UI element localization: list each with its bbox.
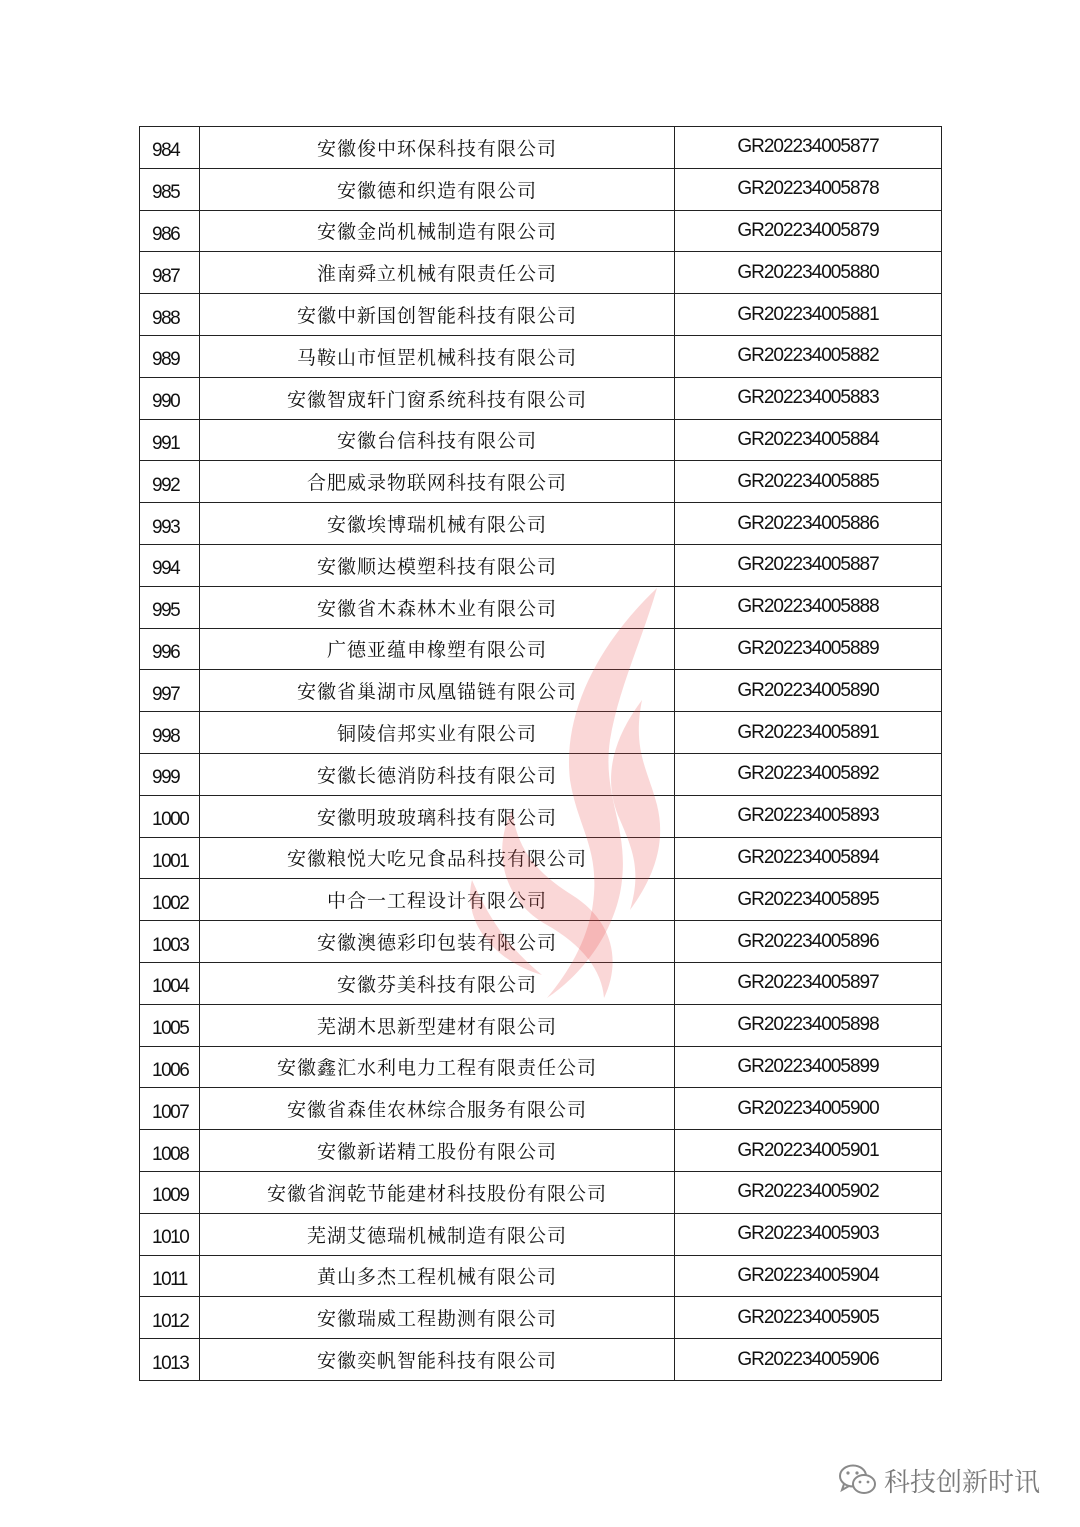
certificate-number-cell: GR202234005882 [675,335,942,377]
company-name-cell: 安徽长德消防科技有限公司 [200,753,675,795]
company-name-cell: 安徽金尚机械制造有限公司 [200,210,675,252]
table-row [140,1004,942,1046]
certificate-number-cell: GR202234005894 [675,837,942,879]
company-name-cell: 中合一工程设计有限公司 [200,879,675,921]
table-row [140,795,942,837]
table-row [140,879,942,921]
company-name-cell: 安徽澳德彩印包装有限公司 [200,921,675,963]
table-row [140,1130,942,1172]
row-number-cell: 1007 [140,1088,200,1130]
row-number-cell: 988 [140,294,200,336]
footer-account-name: 科技创新时讯 [884,1467,1041,1498]
table-row [140,753,942,795]
table-row [140,670,942,712]
certificate-number-cell: GR202234005905 [675,1297,942,1339]
table-row [140,628,942,670]
row-number-cell: 1013 [140,1339,200,1381]
table-row [140,1339,942,1381]
company-name-cell: 芜湖艾德瑞机械制造有限公司 [200,1213,675,1255]
certificate-number-cell: GR202234005890 [675,670,942,712]
company-name-cell: 合肥威录物联网科技有限公司 [200,461,675,503]
table-row [140,586,942,628]
row-number-cell: 984 [140,127,200,169]
table-row [140,544,942,586]
company-name-cell: 安徽省巢湖市凤凰锚链有限公司 [200,670,675,712]
table-row [140,503,942,545]
row-number-cell: 1011 [140,1255,200,1297]
certificate-number-cell: GR202234005878 [675,168,942,210]
company-name-cell: 安徽省木森林木业有限公司 [200,586,675,628]
row-number-cell: 1002 [140,879,200,921]
certificate-number-cell: GR202234005897 [675,962,942,1004]
table-row [140,962,942,1004]
row-number-cell: 994 [140,544,200,586]
certificate-number-cell: GR202234005898 [675,1004,942,1046]
certificate-number-cell: GR202234005877 [675,127,942,169]
company-name-cell: 安徽新诺精工股份有限公司 [200,1130,675,1172]
table-row [140,461,942,503]
row-number-cell: 990 [140,377,200,419]
row-number-cell: 996 [140,628,200,670]
row-number-cell: 1010 [140,1213,200,1255]
row-number-cell: 1009 [140,1171,200,1213]
certificate-number-cell: GR202234005903 [675,1213,942,1255]
certificate-number-cell: GR202234005880 [675,252,942,294]
table-row [140,127,942,169]
certificate-number-cell: GR202234005888 [675,586,942,628]
company-roster-table [139,126,942,1381]
row-number-cell: 1000 [140,795,200,837]
row-number-cell: 1004 [140,962,200,1004]
certificate-number-cell: GR202234005901 [675,1130,942,1172]
certificate-number-cell: GR202234005881 [675,294,942,336]
certificate-number-cell: GR202234005883 [675,377,942,419]
table-row [140,419,942,461]
row-number-cell: 997 [140,670,200,712]
company-name-cell: 安徽顺达模塑科技有限公司 [200,544,675,586]
certificate-number-cell: GR202234005906 [675,1339,942,1381]
certificate-number-cell: GR202234005899 [675,1046,942,1088]
row-number-cell: 998 [140,712,200,754]
table-row [140,1297,942,1339]
company-name-cell: 广德亚蕴申橡塑有限公司 [200,628,675,670]
certificate-number-cell: GR202234005895 [675,879,942,921]
row-number-cell: 995 [140,586,200,628]
table-row [140,335,942,377]
company-name-cell: 芜湖木思新型建材有限公司 [200,1004,675,1046]
table-row [140,921,942,963]
company-name-cell: 淮南舜立机械有限责任公司 [200,252,675,294]
table-row [140,837,942,879]
table-row [140,1255,942,1297]
company-name-cell: 铜陵信邦实业有限公司 [200,712,675,754]
company-name-cell: 安徽智宬轩门窗系统科技有限公司 [200,377,675,419]
company-name-cell: 安徽埃博瑞机械有限公司 [200,503,675,545]
row-number-cell: 992 [140,461,200,503]
company-name-cell: 安徽奕帆智能科技有限公司 [200,1339,675,1381]
certificate-number-cell: GR202234005904 [675,1255,942,1297]
certificate-number-cell: GR202234005885 [675,461,942,503]
row-number-cell: 1005 [140,1004,200,1046]
wechat-icon [838,1463,878,1497]
company-name-cell: 安徽俊中环保科技有限公司 [200,127,675,169]
company-name-cell: 安徽中新国创智能科技有限公司 [200,294,675,336]
table-row [140,1213,942,1255]
company-name-cell: 黄山多杰工程机械有限公司 [200,1255,675,1297]
company-name-cell: 马鞍山市恒罡机械科技有限公司 [200,335,675,377]
company-name-cell: 安徽鑫汇水利电力工程有限责任公司 [200,1046,675,1088]
row-number-cell: 1001 [140,837,200,879]
table-row [140,1088,942,1130]
certificate-number-cell: GR202234005884 [675,419,942,461]
certificate-number-cell: GR202234005891 [675,712,942,754]
company-name-cell: 安徽台信科技有限公司 [200,419,675,461]
company-name-cell: 安徽德和织造有限公司 [200,168,675,210]
roster-body [140,127,942,1381]
certificate-number-cell: GR202234005900 [675,1088,942,1130]
table-row [140,294,942,336]
certificate-number-cell: GR202234005893 [675,795,942,837]
table-row [140,377,942,419]
company-name-cell: 安徽芬美科技有限公司 [200,962,675,1004]
row-number-cell: 991 [140,419,200,461]
row-number-cell: 999 [140,753,200,795]
certificate-number-cell: GR202234005886 [675,503,942,545]
table-row [140,168,942,210]
row-number-cell: 989 [140,335,200,377]
row-number-cell: 1008 [140,1130,200,1172]
row-number-cell: 985 [140,168,200,210]
certificate-number-cell: GR202234005892 [675,753,942,795]
company-name-cell: 安徽省润乾节能建材科技股份有限公司 [200,1171,675,1213]
row-number-cell: 987 [140,252,200,294]
table-row [140,252,942,294]
table-row [140,712,942,754]
row-number-cell: 1006 [140,1046,200,1088]
table-row [140,1171,942,1213]
row-number-cell: 1012 [140,1297,200,1339]
footer-account [838,1460,1040,1500]
certificate-number-cell: GR202234005902 [675,1171,942,1213]
table-row [140,1046,942,1088]
row-number-cell: 986 [140,210,200,252]
row-number-cell: 1003 [140,921,200,963]
table-row [140,210,942,252]
company-name-cell: 安徽明玻玻璃科技有限公司 [200,795,675,837]
company-name-cell: 安徽省森佳农林综合服务有限公司 [200,1088,675,1130]
certificate-number-cell: GR202234005896 [675,921,942,963]
company-name-cell: 安徽瑞威工程勘测有限公司 [200,1297,675,1339]
row-number-cell: 993 [140,503,200,545]
company-name-cell: 安徽粮悦大吃兄食品科技有限公司 [200,837,675,879]
certificate-number-cell: GR202234005889 [675,628,942,670]
certificate-number-cell: GR202234005887 [675,544,942,586]
certificate-number-cell: GR202234005879 [675,210,942,252]
